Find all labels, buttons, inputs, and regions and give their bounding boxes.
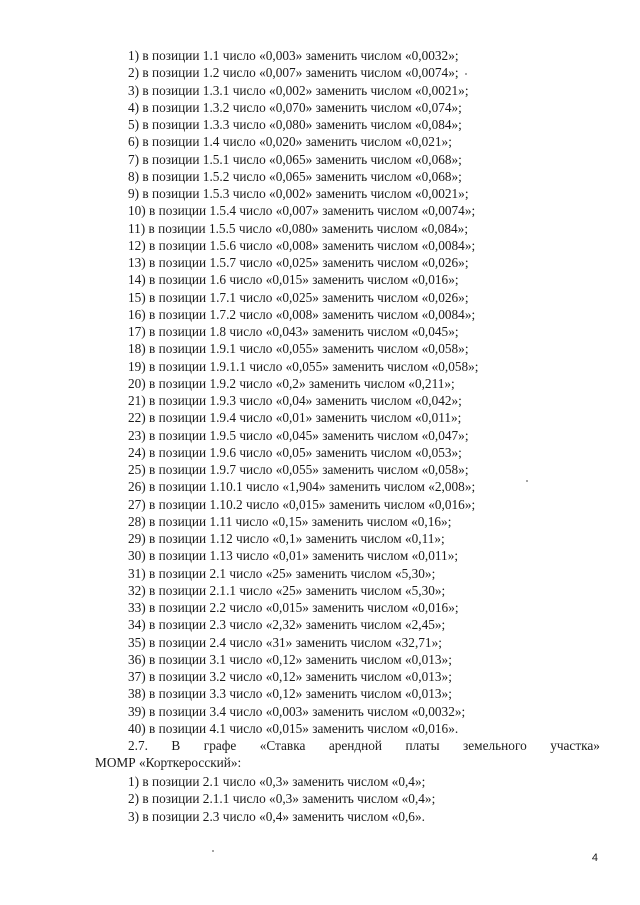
list-item: 14) в позиции 1.6 число «0,015» заменить числом «0,016»; (128, 272, 459, 288)
list-item: 30) в позиции 1.13 число «0,01» заменить числом «0,011»; (128, 548, 459, 564)
section-2-7-paragraph (95, 737, 600, 772)
list-item: 28) в позиции 1.11 число «0,15» заменить числом «0,16»; (128, 513, 452, 529)
list-item: 26) в позиции 1.10.1 число «1,904» заменить числом «2,008»; (128, 479, 476, 495)
paragraph-word: В (171, 738, 181, 753)
list-item: 11) в позиции 1.5.5 число «0,080» заменить числом «0,084»; (128, 220, 469, 236)
list-item: 23) в позиции 1.9.5 число «0,045» заменить числом «0,047»; (128, 427, 469, 443)
list-item: 31) в позиции 2.1 число «25» заменить числом «5,30»; (128, 565, 436, 581)
scan-speck (465, 73, 467, 75)
paragraph-continuation: МОМР «Корткеросский»: (95, 755, 242, 771)
paragraph-word: участка» (550, 738, 600, 753)
list-item: 35) в позиции 2.4 число «31» заменить числом «32,71»; (128, 634, 442, 650)
paragraph-first-line (128, 737, 600, 754)
list-item: 9) в позиции 1.5.3 число «0,002» заменить числом «0,0021»; (128, 186, 469, 201)
paragraph-word: арендной (328, 738, 383, 753)
list-item: 2) в позиции 1.2 число «0,007» заменить числом «0,0074»; (128, 65, 459, 81)
list-item: 15) в позиции 1.7.1 число «0,025» заменить числом «0,026»; (128, 289, 469, 305)
list-item: 4) в позиции 1.3.2 число «0,070» заменить числом «0,074»; (128, 99, 462, 115)
list-item: 18) в позиции 1.9.1 число «0,055» заменить числом «0,058»; (128, 341, 469, 357)
list-item: 3) в позиции 1.3.1 число «0,002» заменить числом «0,0021»; (128, 82, 469, 98)
list-item: 12) в позиции 1.5.6 число «0,008» заменить числом «0,0084»; (128, 237, 476, 253)
sub-list-item: 2) в позиции 2.1.1 число «0,3» заменить числом «0,4»; (128, 791, 436, 807)
list-item: 39) в позиции 3.4 число «0,003» заменить числом «0,0032»; (128, 703, 466, 719)
sub-list-item: 1) в позиции 2.1 число «0,3» заменить числом «0,4»; (128, 774, 426, 789)
paragraph-word: «Ставка (259, 738, 306, 753)
list-item: 7) в позиции 1.5.1 число «0,065» заменить числом «0,068»; (128, 151, 462, 167)
list-item: 34) в позиции 2.3 число «2,32» заменить числом «2,45»; (128, 617, 446, 633)
list-item: 29) в позиции 1.12 число «0,1» заменить числом «0,11»; (128, 531, 445, 546)
list-item: 32) в позиции 2.1.1 число «25» заменить числом «5,30»; (128, 582, 446, 598)
list-item: 22) в позиции 1.9.4 число «0,01» заменить числом «0,011»; (128, 410, 462, 426)
amendments-list (128, 47, 478, 737)
list-item: 13) в позиции 1.5.7 число «0,025» заменить числом «0,026»; (128, 255, 469, 270)
paragraph-word: земельного (463, 738, 527, 753)
list-item: 19) в позиции 1.9.1.1 число «0,055» заменить числом «0,058»; (128, 358, 479, 374)
list-item: 24) в позиции 1.9.6 число «0,05» заменить числом «0,053»; (128, 444, 462, 460)
paragraph-word: 2.7. (128, 738, 148, 753)
list-item: 10) в позиции 1.5.4 число «0,007» заменить числом «0,0074»; (128, 203, 476, 219)
list-item: 1) в позиции 1.1 число «0,003» заменить числом «0,0032»; (128, 48, 459, 63)
paragraph-word: графе (203, 738, 237, 753)
list-item: 6) в позиции 1.4 число «0,020» заменить числом «0,021»; (128, 134, 452, 150)
list-item: 20) в позиции 1.9.2 число «0,2» заменить числом «0,211»; (128, 375, 455, 391)
list-item: 5) в позиции 1.3.3 число «0,080» заменить числом «0,084»; (128, 117, 462, 132)
list-item: 16) в позиции 1.7.2 число «0,008» заменить числом «0,0084»; (128, 306, 476, 322)
list-item: 36) в позиции 3.1 число «0,12» заменить числом «0,013»; (128, 651, 452, 667)
list-item: 40) в позиции 4.1 число «0,015» заменить числом «0,016». (128, 720, 459, 736)
list-item: 38) в позиции 3.3 число «0,12» заменить числом «0,013»; (128, 686, 452, 702)
scan-speck (212, 850, 214, 852)
scan-speck (526, 480, 528, 482)
list-item: 25) в позиции 1.9.7 число «0,055» заменить числом «0,058»; (128, 462, 469, 477)
list-item: 33) в позиции 2.2 число «0,015» заменить числом «0,016»; (128, 600, 459, 615)
list-item: 8) в позиции 1.5.2 число «0,065» заменить числом «0,068»; (128, 168, 462, 184)
section-2-7-list (128, 773, 435, 825)
page-number: 4 (591, 852, 598, 864)
sub-list-item: 3) в позиции 2.3 число «0,4» заменить числом «0,6». (128, 808, 425, 824)
list-item: 37) в позиции 3.2 число «0,12» заменить числом «0,013»; (128, 669, 452, 684)
list-item: 21) в позиции 1.9.3 число «0,04» заменить числом «0,042»; (128, 393, 462, 408)
paragraph-word: платы (405, 738, 440, 753)
list-item: 17) в позиции 1.8 число «0,043» заменить числом «0,045»; (128, 324, 459, 339)
list-item: 27) в позиции 1.10.2 число «0,015» заменить числом «0,016»; (128, 496, 476, 512)
